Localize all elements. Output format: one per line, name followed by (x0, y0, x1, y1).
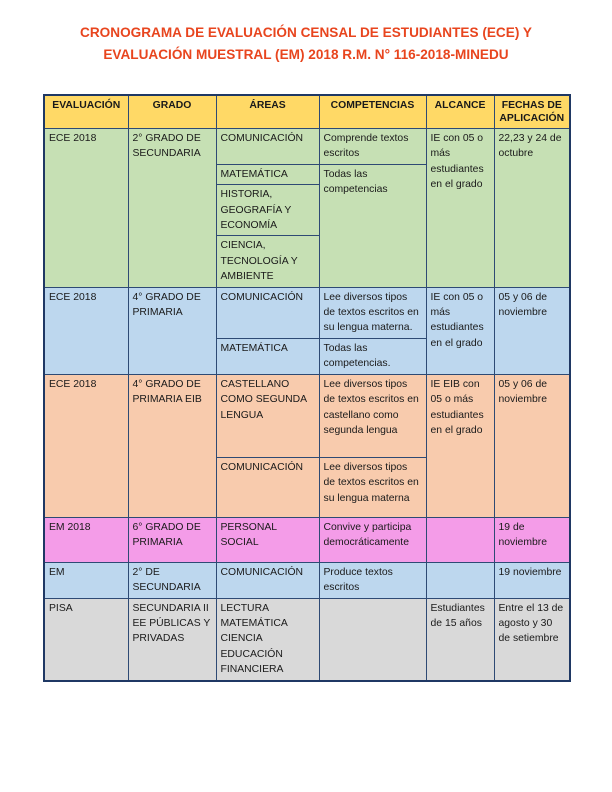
cell-grado: 6° GRADO DE PRIMARIA (128, 517, 216, 562)
area-line: MATEMÁTICA (220, 617, 288, 629)
header-competencias: COMPETENCIAS (319, 95, 426, 129)
cell-area (216, 598, 319, 681)
cell-grado: 4° GRADO DE PRIMARIA (128, 287, 216, 374)
cell-area: MATEMÁTICA (216, 338, 319, 374)
cell-fechas: 19 noviembre (494, 562, 570, 598)
cell-area: CASTELLANO COMO SEGUNDA LENGUA (216, 374, 319, 457)
cell-grado: 2° DE SECUNDARIA (128, 562, 216, 598)
cell-area: PERSONAL SOCIAL (216, 517, 319, 562)
cell-evaluacion: ECE 2018 (44, 287, 128, 374)
header-evaluacion: EVALUACIÓN (44, 95, 128, 129)
cell-area: COMUNICACIÓN (216, 457, 319, 517)
table-row (44, 287, 570, 338)
cell-area: COMUNICACIÓN (216, 129, 319, 165)
header-alcance: ALCANCE (426, 95, 494, 129)
cell-alcance: IE EIB con 05 o más estudiantes en el grado (426, 374, 494, 517)
cell-evaluacion: ECE 2018 (44, 129, 128, 288)
title-line-1: CRONOGRAMA DE EVALUACIÓN CENSAL DE ESTUDIANTES (ECE) Y (80, 25, 532, 40)
title-line-2: EVALUACIÓN MUESTRAL (EM) 2018 R.M. N° 116-2018-MINEDU (103, 47, 509, 62)
cell-competencia: Comprende textos escritos (319, 129, 426, 165)
cell-competencia: Todas las competencias. (319, 338, 426, 374)
header-row (44, 95, 570, 129)
header-grado: GRADO (128, 95, 216, 129)
area-line: CIENCIA (220, 633, 263, 645)
cell-competencia: Todas las competencias (319, 164, 426, 287)
header-fechas-line-1: FECHAS DE (501, 100, 562, 111)
header-fechas (494, 95, 570, 129)
cell-grado: 2° GRADO DE SECUNDARIA (128, 129, 216, 288)
table-row (44, 374, 570, 457)
cell-competencia: Produce textos escritos (319, 562, 426, 598)
cell-area: COMUNICACIÓN (216, 287, 319, 338)
cell-evaluacion: PISA (44, 598, 128, 681)
cell-alcance: IE con 05 o más estudiantes en el grado (426, 287, 494, 374)
area-line: LECTURA (220, 602, 269, 614)
cell-evaluacion: EM (44, 562, 128, 598)
header-fechas-line-2: APLICACIÓN (499, 113, 565, 125)
cell-grado: SECUNDARIA II EE PÚBLICAS Y PRIVADAS (128, 598, 216, 681)
cell-area: MATEMÁTICA (216, 164, 319, 184)
schedule-table (43, 94, 571, 682)
page-title (0, 22, 612, 66)
cell-alcance (426, 517, 494, 562)
table-row (44, 562, 570, 598)
cell-fechas: 05 y 06 de noviembre (494, 287, 570, 374)
cell-fechas: 22,23 y 24 de octubre (494, 129, 570, 288)
cell-competencia: Lee diversos tipos de textos escritos en su lengua materna. (319, 287, 426, 338)
cell-competencia: Convive y participa democráticamente (319, 517, 426, 562)
cell-area: HISTORIA, GEOGRAFÍA Y ECONOMÍA (216, 185, 319, 236)
table-row (44, 129, 570, 165)
table-row (44, 598, 570, 681)
cell-competencia: Lee diversos tipos de textos escritos en castellano como segunda lengua (319, 374, 426, 457)
cell-fechas: 19 de noviembre (494, 517, 570, 562)
cell-evaluacion: ECE 2018 (44, 374, 128, 517)
cell-area: COMUNICACIÓN (216, 562, 319, 598)
header-areas: ÁREAS (216, 95, 319, 129)
cell-grado: 4° GRADO DE PRIMARIA EIB (128, 374, 216, 517)
cell-competencia: Lee diversos tipos de textos escritos en su lengua materna (319, 457, 426, 517)
cell-fechas: 05 y 06 de noviembre (494, 374, 570, 517)
table-row (44, 517, 570, 562)
cell-fechas: Entre el 13 de agosto y 30 de setiembre (494, 598, 570, 681)
cell-area: CIENCIA, TECNOLOGÍA Y AMBIENTE (216, 236, 319, 287)
cell-alcance: IE con 05 o más estudiantes en el grado (426, 129, 494, 288)
cell-evaluacion: EM 2018 (44, 517, 128, 562)
cell-alcance (426, 562, 494, 598)
area-line: EDUCACIÓN FINANCIERA (220, 648, 284, 676)
cell-competencia (319, 598, 426, 681)
cell-alcance: Estudiantes de 15 años (426, 598, 494, 681)
